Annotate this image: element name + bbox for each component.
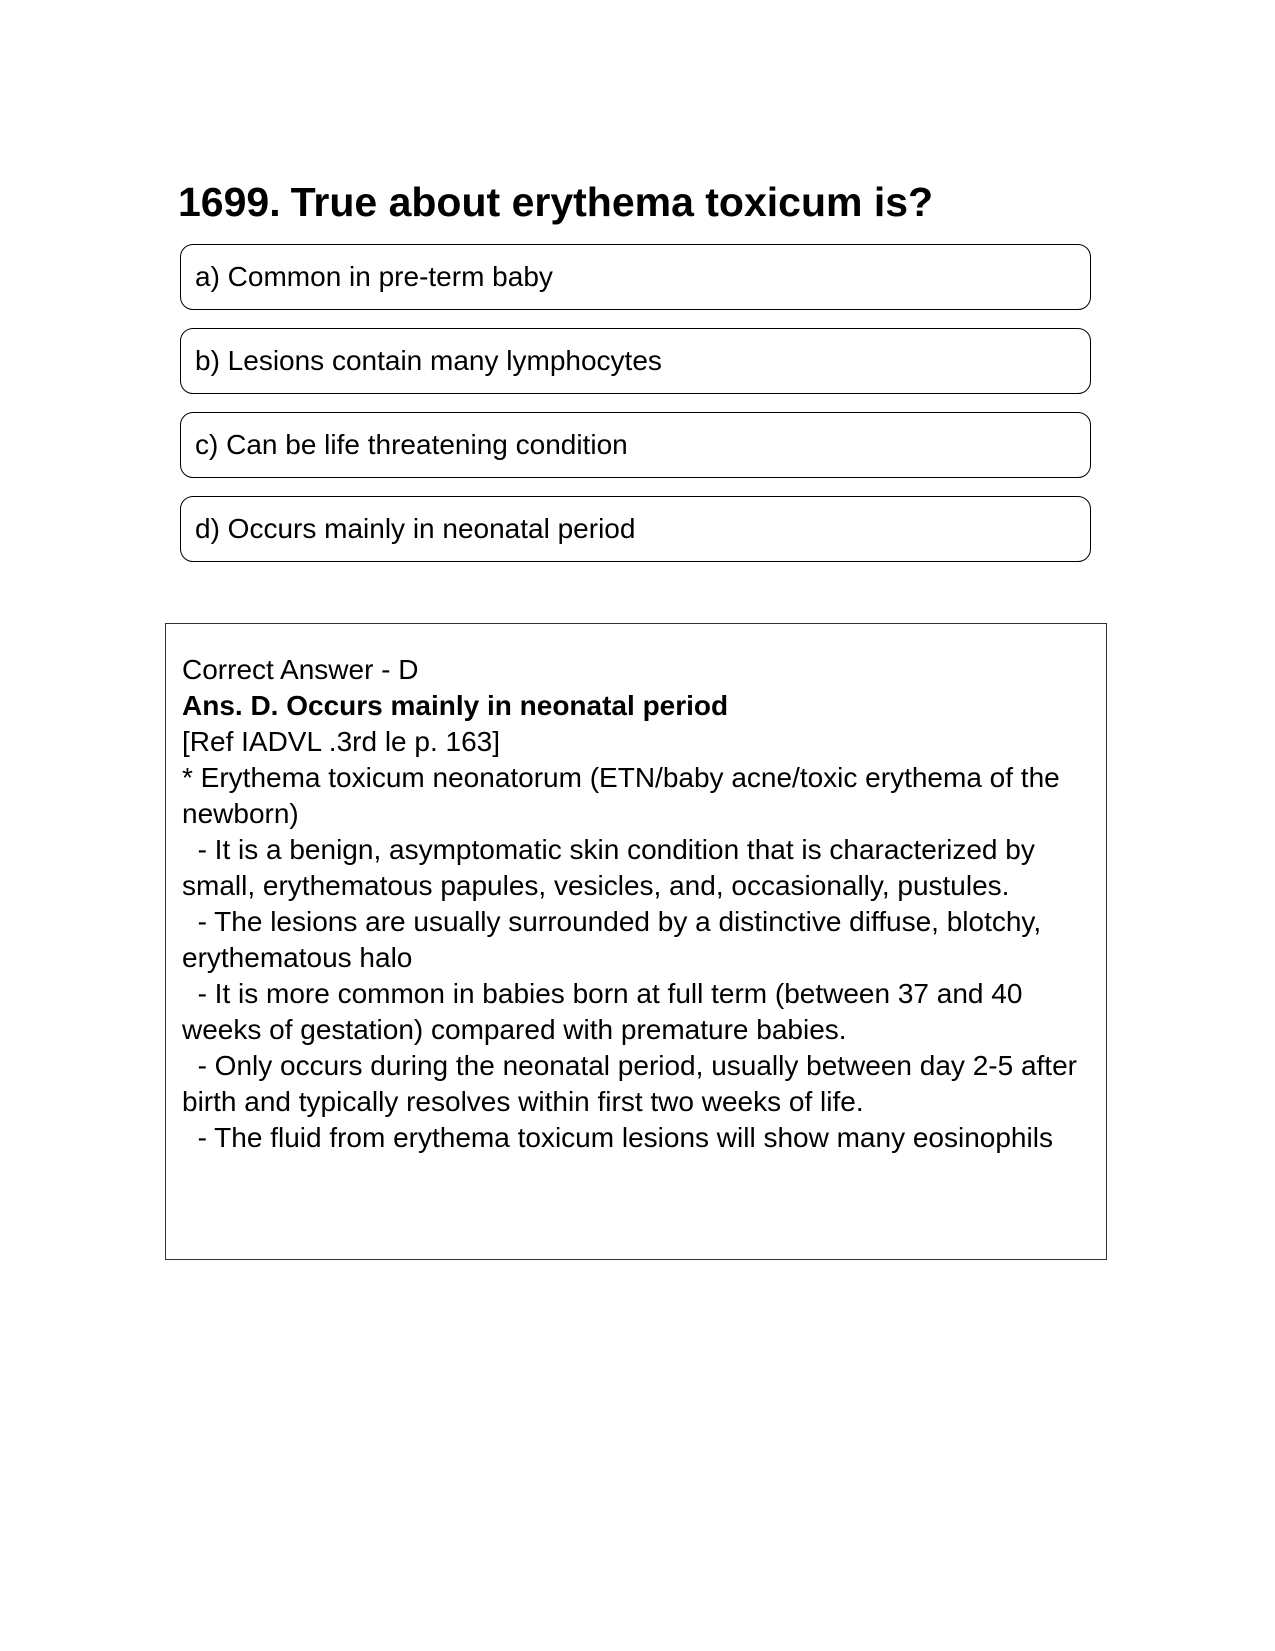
option-d[interactable] [180, 496, 1091, 562]
option-b-label: b) Lesions contain many lymphocytes [195, 345, 662, 376]
question-title [178, 176, 933, 228]
explanation-point: - It is more common in babies born at full term (between 37 and 40 weeks of gestation) compared with premature babies. [182, 978, 1031, 1045]
option-c[interactable] [180, 412, 1091, 478]
option-a-label: a) Common in pre-term baby [195, 261, 553, 292]
explanation-point: - It is a benign, asymptomatic skin condition that is characterized by small, erythematous papules, vesicles, and, occasionally, pustules. [182, 834, 1043, 901]
option-d-label: d) Occurs mainly in neonatal period [195, 513, 636, 544]
explanation-point: * Erythema toxicum neonatorum (ETN/baby acne/toxic erythema of the newborn) [182, 762, 1068, 829]
answer-explanation-box [165, 623, 1107, 1260]
question-number: 1699. [178, 179, 281, 225]
explanation-point: - Only occurs during the neonatal period, usually between day 2-5 after birth and typically resolves within first two weeks of life. [182, 1050, 1085, 1117]
correct-answer-line: Correct Answer - D [182, 654, 419, 685]
question-text: True about erythema toxicum is? [290, 179, 934, 225]
option-a[interactable] [180, 244, 1091, 310]
answer-heading: Ans. D. Occurs mainly in neonatal period [182, 690, 729, 721]
option-b[interactable] [180, 328, 1091, 394]
explanation-point: - The fluid from erythema toxicum lesions will show many eosinophils [182, 1122, 1053, 1153]
reference-line: [Ref IADVL .3rd le p. 163] [182, 726, 501, 757]
explanation-point: - The lesions are usually surrounded by a distinctive diffuse, blotchy, erythematous halo [182, 906, 1049, 973]
option-c-label: c) Can be life threatening condition [195, 429, 628, 460]
